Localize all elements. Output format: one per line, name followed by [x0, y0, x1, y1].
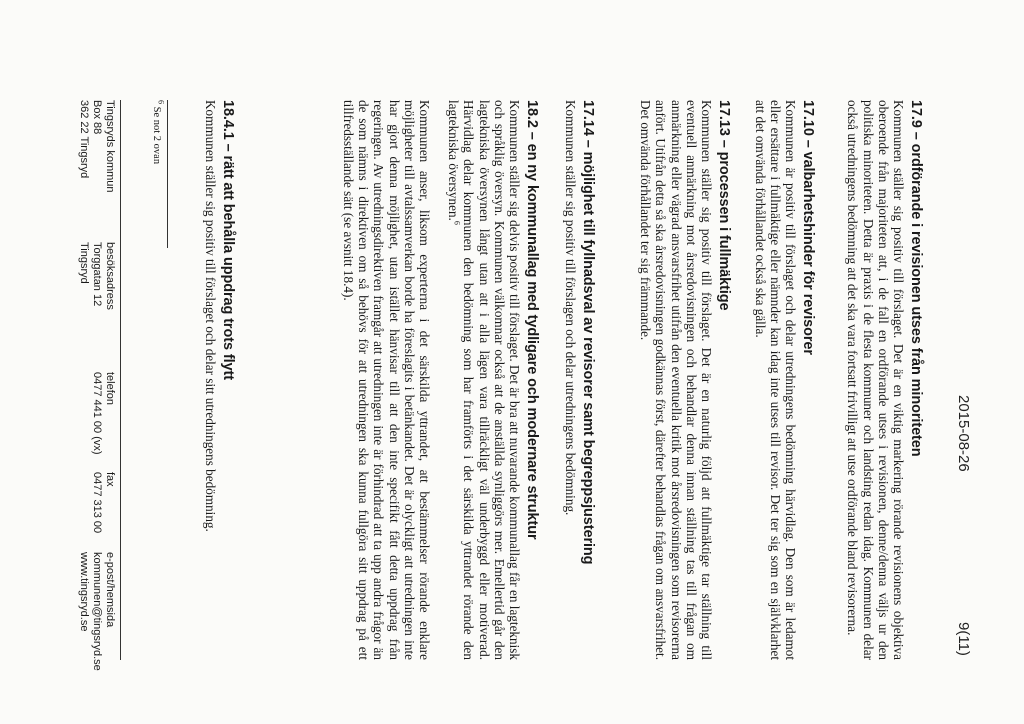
section-paragraph: Kommunen ställer sig positiv till förslaget. Det är en viktig markering rörande revisionens objektiva oberoende från majoriteten att, i de fall en ordförande utses i revisionen, denne/denna väljs ur den politiska minoriteten. Detta är praxis i de flesta kommuner och landsting redan idag. Kommunen delar också utredningens bedömning att det ska vara fortsatt frivilligt att utse ordförande bland revisorerna. — [845, 100, 906, 660]
footer-divider — [120, 100, 121, 660]
section-paragraph: Kommunen ställer sig positiv till förslaget och delar sitt utredningens bedömning. — [203, 100, 218, 532]
footer-postal: 362 22 Tingsryd — [78, 100, 90, 179]
footnote-number: 6 — [156, 100, 166, 104]
footer-fax-label: fax — [104, 472, 116, 487]
section-heading: 18.4.1 – rätt att behålla uppdrag trots flytt — [220, 100, 236, 380]
footer-web — [77, 552, 116, 671]
footer-box: Box 88 — [91, 100, 103, 135]
footnote-divider — [167, 100, 168, 248]
section-heading: 17.13 – processen i fullmäktige — [716, 100, 732, 311]
page-footer — [56, 100, 116, 671]
section-paragraph: Kommunen anser, liksom experterna i det särskilda yttrandet, att bestämmelser rörande enklare möjligheter till avtalssamverkan borde ha föreslagits i betänkandet. Det är olyckligt att utredningen inte har gjort denna möjlighet, utan istället hänvisar till att den inte specifikt fått detta uppdrag från regeringen. Av utredningsdirektiven framgår att utredningen inte är förhindrad att ta upp andra frågor än de som nämns i direktiven om så behövs för att utredningen ska kunna fullgöra sitt uppdrag på ett tillfredsställande sätt (se avsnitt 18.4). — [340, 100, 432, 660]
footer-city: Tingsryd — [78, 242, 90, 284]
section-paragraph: Kommunen ställer sig positiv till förslagen och delar utredningens bedömning. — [563, 100, 578, 516]
section-17-10 — [738, 100, 816, 660]
footer-visit-label: besöksadress — [104, 242, 116, 310]
section-17-13 — [624, 100, 732, 660]
section-heading: 18.2 – en ny kommunallag med tydligare och modernare struktur — [524, 100, 540, 540]
paragraph-text: Kommunen ställer sig delvis positiv till förslaget. Det är bra att nuvarande kommunallag får en lagteknisk och språklig översyn. Kommunen välkomnar också att de anställda synliggörs mer. Emellertid går den lagtekniska översynen långt utan att i alla lägen vara tillräckligt väl underbyggd eller motiverad. Härvidlag delar kommunen den bedömning som har framförts i det särskilda yttrandet rörande den lagtekniska översynen. — [446, 100, 522, 660]
footer-fax — [90, 472, 116, 533]
footer-website: www.tingsryd.se — [78, 552, 90, 632]
section-paragraph — [446, 100, 522, 660]
footnote — [151, 100, 166, 165]
footer-org-name: Tingsryds kommun — [104, 100, 116, 193]
footer-phone-number: 0477 441 00 (vx) — [91, 372, 103, 455]
footer-phone-label: telefon — [104, 372, 116, 406]
footer-street: Torggatan 12 — [91, 242, 103, 307]
footnote-reference: 6 — [452, 220, 462, 225]
page-number: 9(11) — [955, 622, 972, 656]
section-heading: 17.10 – valbarhetshinder för revisorer — [800, 100, 816, 355]
section-paragraph: Kommunen ställer sig positiv till förslaget. Det är en naturlig följd att fullmäktige tar ställning till eventuell anmärkning mot årsredovisningen och behandlar denna innan ställning tas till frågan om anmärkning eller vägrad ansvarsfrihet utifrån den eventuella kritik mot årsredovisningen som revisorerna anfört. Utifrån detta så ska årsredovisningen godkännas först, därefter behandlas frågan om ansvarsfrihet. Det omvända förhållandet ter sig främmande. — [638, 100, 714, 660]
footer-web-label: e-post/hemsida — [104, 552, 116, 628]
footer-email: kommunen@tingsryd.se — [91, 552, 103, 671]
section-heading: 17.9 – ordförande i revisionen utses från minoriteten — [908, 100, 924, 457]
footer-fax-number: 0477 313 00 — [91, 472, 103, 534]
section-paragraph: Kommunen är positiv till förslaget och delar utredningens bedömning härvidlag. Den som är ledamot eller ersättare i fullmäktige eller nämnder kan idag inte utses till revisor. Det ter sig som en självklarhet att det omvända förhållandet också ska gälla. — [752, 100, 798, 660]
footnote-text: Se not 2 ovan — [151, 106, 162, 165]
section-18-2 — [327, 100, 540, 660]
section-heading: 17.14 – möjlighet till fyllnadsval av revisorer samt begreppsjustering — [580, 100, 596, 565]
section-18-4-1 — [189, 100, 236, 660]
section-17-9 — [831, 100, 924, 660]
footer-phone — [90, 372, 116, 455]
document-date: 2015-08-26 — [955, 395, 972, 472]
footer-organization — [77, 100, 116, 193]
section-17-14 — [549, 100, 596, 660]
footer-visit-address — [77, 242, 116, 310]
